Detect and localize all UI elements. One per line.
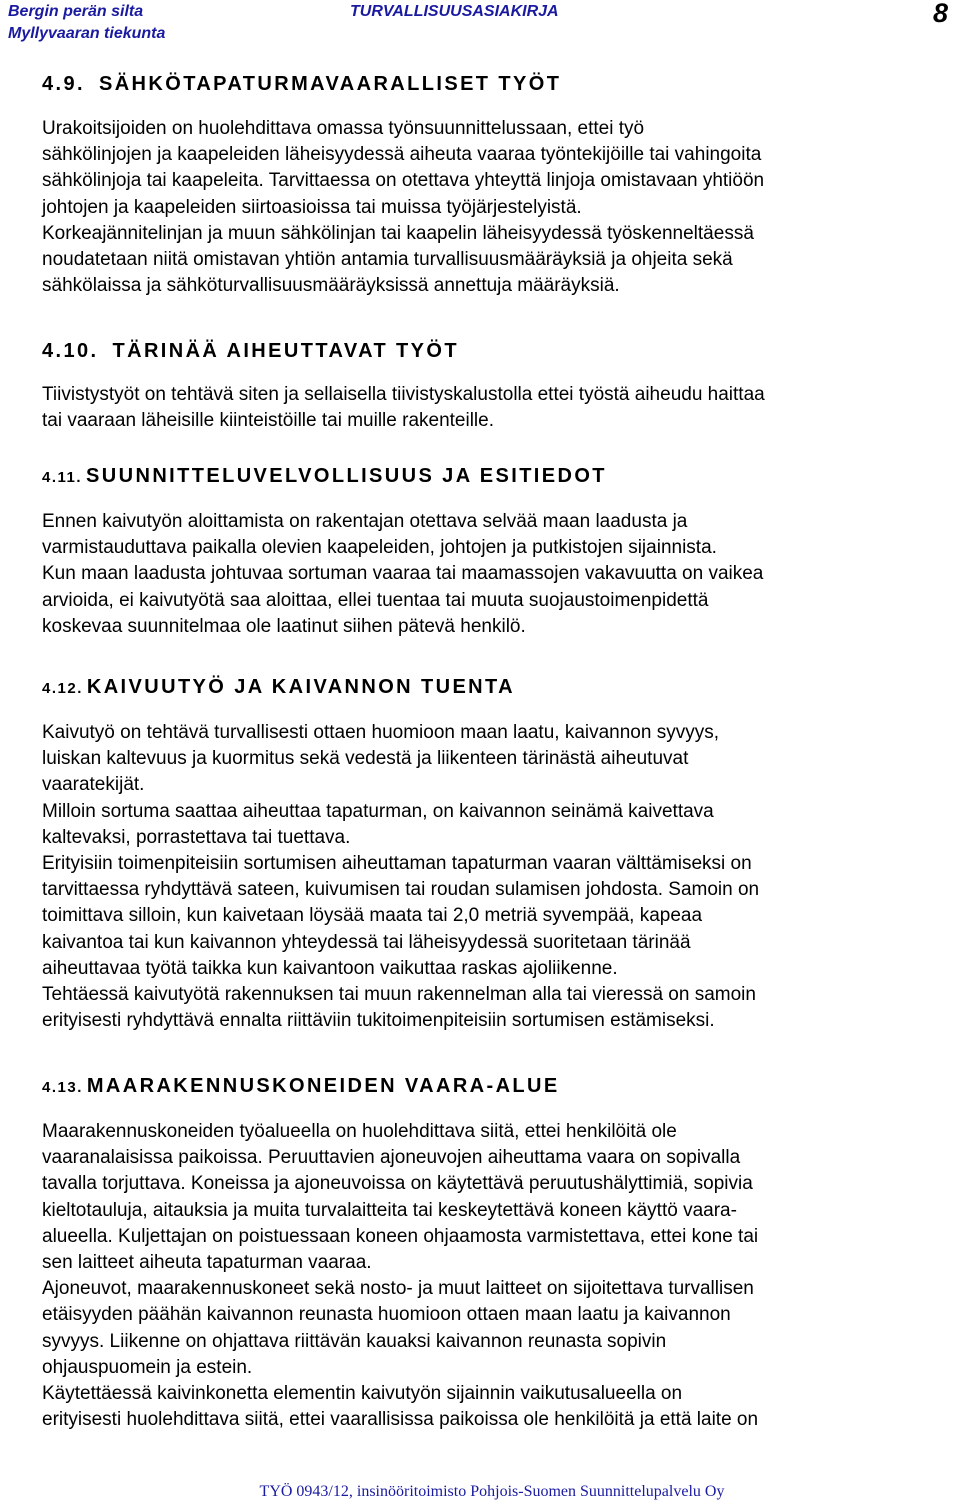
section-body bbox=[0, 116, 960, 299]
section-heading bbox=[0, 1074, 960, 1100]
footer-text: TYÖ 0943/12, insinööritoimisto Pohjois-Suomen Suunnittelupalvelu Oy bbox=[259, 1483, 725, 1500]
text-line: ohjauspuomein ja estein. bbox=[42, 1356, 253, 1378]
text-line: vaaratekijät. bbox=[42, 774, 145, 796]
text-line: kieltotauluja, aitauksia ja muita turvalaitteita tai keskeytettävä koneen käyttö vaara- bbox=[42, 1199, 737, 1221]
text-line: etäisyyden päähän kaivannon reunasta huomioon ottaen maan laatu ja kaivannon bbox=[42, 1304, 731, 1326]
text-line: Ennen kaivutyön aloittamista on rakentajan otettava selvää maan laadusta ja bbox=[42, 511, 688, 532]
section-title: KAIVUUTYÖ JA KAIVANNON TUENTA bbox=[86, 676, 516, 698]
section-heading bbox=[0, 675, 960, 701]
text-line: luiskan kaltevuus ja kuormitus sekä vedestä ja liikenteen tärinästä aiheutuvat bbox=[42, 748, 689, 770]
text-line: tavalla torjuttava. Koneissa ja ajoneuvoissa on käytettävä peruutushälyttimiä, sopivia bbox=[42, 1173, 753, 1195]
section-number: 4.10. bbox=[42, 340, 99, 362]
text-line: Maarakennuskoneiden työalueella on huolehdittava siitä, ettei henkilöitä ole bbox=[42, 1121, 677, 1142]
section-heading bbox=[0, 72, 960, 96]
text-line: kaivantoa tai kun kaivannon yhteydessä tai läheisyydessä suoritetaan tärinää bbox=[42, 931, 691, 953]
text-line: Ajoneuvot, maarakennuskoneet sekä nosto- ja muut laitteet on sijoitettava turvallisen bbox=[42, 1278, 754, 1300]
section-body bbox=[0, 509, 960, 640]
text-line: Milloin sortuma saattaa aiheuttaa tapaturman, on kaivannon seinämä kaivettava bbox=[42, 800, 714, 822]
text-line: sähkölaissa ja sähköturvallisuusmääräyksissä annettuja määräyksiä. bbox=[42, 275, 620, 297]
text-line: sen laitteet aiheuta tapaturman vaaraa. bbox=[42, 1252, 372, 1274]
text-line: syvyys. Liikenne on ohjattava riittävän kauaksi kaivannon reunasta sopivin bbox=[42, 1330, 667, 1352]
section-body bbox=[0, 720, 960, 1034]
text-line: tai vaaraan läheisille kiinteistöille tai muille rakenteille. bbox=[42, 410, 495, 432]
text-line: alueella. Kuljettajan on poistuessaan koneen ohjaamosta varmistettava, ettei kone tai bbox=[42, 1225, 759, 1247]
header-client-line: Myllyvaaran tiekunta bbox=[8, 25, 166, 42]
text-line: kaltevaksi, porrastettava tai tuettava. bbox=[42, 826, 351, 848]
text-line: arvioida, ei kaivutyötä saa aloittaa, ellei tuentaa tai muuta suojaustoimenpidettä bbox=[42, 589, 709, 611]
text-line: Erityisiin toimenpiteisiin sortumisen aiheuttaman tapaturman vaaran välttämiseksi on bbox=[42, 853, 752, 875]
section-title: SUUNNITTELUVELVOLLISUUS JA ESITIEDOT bbox=[86, 465, 607, 487]
text-line: Korkeajännitelinjan ja muun sähkölinjan tai kaapelin läheisyydessä työskenneltäessä bbox=[42, 222, 754, 244]
text-line: sähkölinjoja tai kaapeleita. Tarvittaessa on otettava yhteyttä linjoja omistavaan yhtiöön bbox=[42, 170, 765, 192]
section-number: 4.13. bbox=[42, 1079, 83, 1096]
text-line: Tiivistystyöt on tehtävä siten ja sellaisella tiivistyskalustolla ettei työstä aiheudu haittaa bbox=[42, 384, 765, 405]
section-4-12 bbox=[0, 675, 960, 1034]
section-number: 4.9. bbox=[42, 73, 85, 95]
header-left bbox=[8, 1, 165, 45]
section-title: TÄRINÄÄ AIHEUTTAVAT TYÖT bbox=[112, 340, 459, 362]
section-4-10 bbox=[0, 339, 960, 434]
text-line: toimittava silloin, kun kaivetaan löysää maata tai 2,0 metriä syvempää, kapeaa bbox=[42, 905, 703, 927]
section-4-13 bbox=[0, 1074, 960, 1433]
section-4-9 bbox=[0, 72, 960, 299]
text-line: varmistauduttava paikalla olevien kaapeleiden, johtojen ja putkistojen sijainnista. bbox=[42, 537, 717, 559]
text-line: sähkölinjojen ja kaapeleiden läheisyydessä aiheuta vaaraa työntekijöille tai vahingoita bbox=[42, 144, 762, 166]
text-line: Kaivutyö on tehtävä turvallisesti ottaen huomioon maan laatu, kaivannon syvyys, bbox=[42, 722, 719, 743]
text-line: koskevaa suunnitelmaa ole laatinut siihen pätevä henkilö. bbox=[42, 615, 526, 637]
text-line: Urakoitsijoiden on huolehdittava omassa työnsuunnittelussaan, ettei työ bbox=[42, 118, 645, 139]
text-line: erityisesti huolehdittava siitä, ettei vaarallisissa paikoissa ole henkilöitä ja että laite on bbox=[42, 1409, 759, 1431]
section-title: MAARAKENNUSKONEIDEN VAARA-ALUE bbox=[86, 1075, 560, 1097]
header-document-title: TURVALLISUUSASIAKIRJA bbox=[350, 3, 559, 20]
page-footer bbox=[0, 1483, 960, 1501]
text-line: erityisesti ryhdyttävä ennalta riittäviin tukitoimenpiteisiin sortumisen estämiseksi. bbox=[42, 1010, 715, 1032]
text-line: Käytettäessä kaivinkonetta elementin kaivutyön sijainnin vaikutusalueella on bbox=[42, 1383, 683, 1405]
section-number: 4.12. bbox=[42, 680, 83, 697]
section-body bbox=[0, 382, 960, 434]
page-number: 8 bbox=[932, 0, 948, 28]
section-number: 4.11. bbox=[42, 469, 83, 486]
text-line: noudatetaan niitä omistavan yhtiön antamia turvallisuusmääräyksiä ja ohjeita sekä bbox=[42, 249, 733, 271]
text-line: johtojen ja kaapeleiden siirtoasioissa tai muissa työjärjestelyistä. bbox=[42, 196, 582, 218]
section-4-11 bbox=[0, 464, 960, 640]
section-heading bbox=[0, 339, 960, 363]
text-line: Kun maan laadusta johtuvaa sortuman vaaraa tai maamassojen vakavuutta on vaikea bbox=[42, 563, 764, 585]
header-project-line: Bergin perän silta bbox=[8, 3, 144, 20]
text-line: vaaranalaisissa paikoissa. Peruuttavien ajoneuvojen aiheuttama vaara on sopivalla bbox=[42, 1147, 741, 1169]
text-line: tarvittaessa ryhdyttävä sateen, kuivumisen tai roudan sulamisen johdosta. Samoin on bbox=[42, 879, 760, 901]
section-body bbox=[0, 1119, 960, 1433]
text-line: aiheuttavaa työtä taikka kun kaivantoon vaikuttaa raskas ajoliikenne. bbox=[42, 957, 618, 979]
section-heading bbox=[0, 464, 960, 490]
section-title: SÄHKÖTAPATURMAVAARALLISET TYÖT bbox=[98, 73, 562, 95]
text-line: Tehtäessä kaivutyötä rakennuksen tai muun rakennelman alla tai vieressä on samoin bbox=[42, 984, 756, 1006]
